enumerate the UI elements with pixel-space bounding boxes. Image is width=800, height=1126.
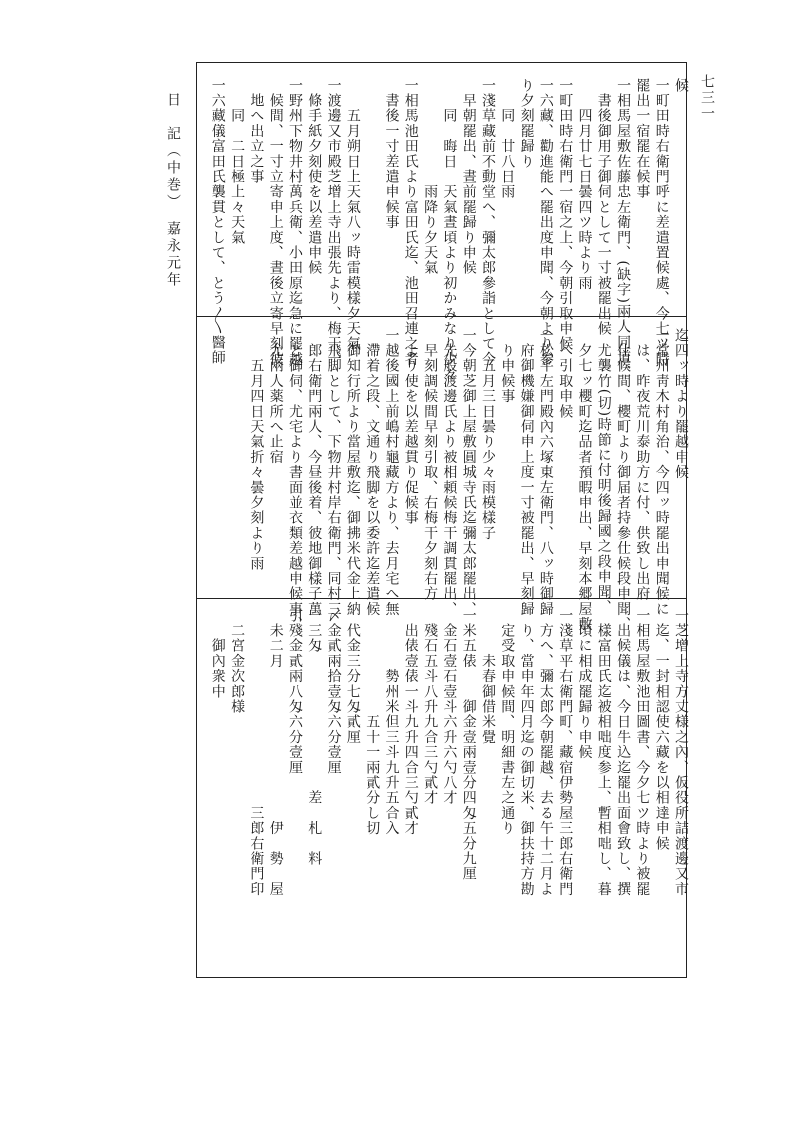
text-column: 一相馬池田氏より富田氏迄、池田召連之者: [402, 78, 419, 367]
ledger-column: 三郎右衛門印: [248, 608, 265, 897]
text-column: 定受取申候間、明細書左之通り: [499, 608, 516, 836]
text-column: は、昨夜荒川泰助方に付、供致し出府: [634, 328, 651, 602]
ledger-column: 未二月 伊 勢 屋: [267, 608, 284, 897]
text-column: 五月三日曇り少々雨模樣子: [480, 328, 496, 541]
text-column: 未春御借米覺: [480, 608, 496, 745]
ledger-column: 御內衆中: [209, 608, 226, 700]
text-column: 一野州下物井村萬兵衛、小田原迄急に罷越: [287, 78, 303, 367]
running-title: 日 記（中巻） 嘉永元年: [165, 92, 181, 289]
text-column: 早朝罷出、晝前罷歸り申候: [460, 78, 477, 276]
text-column: 一町田時右衛門呼に差遣置候處、今七ツ時: [653, 78, 670, 367]
text-column: 書後一寸差遣申候事: [383, 78, 400, 230]
text-column: 地へ出立之事: [248, 78, 265, 185]
ledger-column: 殘石五斗八升九合三勺貳才: [422, 608, 439, 806]
text-column: 罷出一宿罷在候事: [634, 78, 651, 200]
text-column: 先般渡邊氏より被相頼候梅干調貫罷出、: [441, 328, 458, 617]
text-column: 一今朝芝御上屋敷圓城寺氏迄彌太郎罷出、: [460, 328, 477, 617]
text-column: 同 晦日 天氣晝頃より初かみなり少々: [441, 78, 458, 382]
text-column: 候間、一寸立寄申上度、晝後立寄早刻彼: [267, 78, 284, 367]
text-column: 滯着之段、文通り飛脚を以委許迄差遣候: [364, 328, 381, 617]
ledger-column: 金石壹石壹斗六升六勺八才: [441, 608, 458, 806]
text-column: 一六藏儀富田氏襲貫として、とう〳〵醫師: [209, 78, 226, 366]
text-column: 一淺草藏前不動堂へ、彌太郎參詣として今: [480, 78, 496, 367]
text-column: 一淺草平右衛門町、藏宿伊勢屋三郎右衛門: [557, 608, 574, 897]
text-column: 尤兩人薬所へ止宿: [267, 328, 284, 465]
text-column: 四月廿七日曇四ツ時より雨: [576, 78, 593, 291]
text-column: より使を以差越貫り促候事: [402, 328, 419, 526]
ledger-column: 一三匁 差 札 料: [306, 608, 323, 867]
ledger-column: 五十一兩貳分し切: [364, 608, 381, 836]
text-column: 條手紙夕刻使を以差遣申候: [306, 78, 323, 276]
text-column: 夕七ッ櫻町迄品者預暇申出、早刻本郷屋敷: [576, 328, 593, 632]
ledger-column: 〆金貳兩拾壹匁六分壹厘: [325, 608, 342, 776]
ledger-column: 引殘金貳兩八匁六分壹厘: [287, 608, 303, 776]
text-column: へ引取申候: [557, 328, 574, 420]
text-column: 一相馬屋敷池田圖書、今夕七ツ時より被罷: [634, 608, 651, 897]
text-column: 一六藏、勸進能へ罷出度申聞、今朝より参: [537, 78, 554, 367]
text-column: 雨降り夕天氣: [422, 78, 439, 276]
text-column: 候: [673, 78, 689, 94]
text-column: 書後御用子御伺として一寸被罷出候: [595, 78, 612, 337]
text-column: 迄四ッ時より罷越申候: [673, 328, 689, 480]
text-column: 同 二日極上々天氣: [229, 78, 246, 246]
text-column: 同 廿八日雨: [499, 78, 516, 200]
text-column: 早刻調候間早刻引取、右梅干夕刻右方: [422, 328, 439, 602]
ledger-column: 出俵壹俵一斗九升四合三勺貳才: [402, 608, 419, 836]
text-column: 飛脚として、下物井村岸右衛門、同村三: [325, 328, 342, 617]
text-column: 五月四日天氣折々曇夕刻より雨: [248, 328, 265, 572]
text-column: 五月朔日上天氣八ッ時雷模樣夕天氣: [344, 78, 361, 352]
text-column: 一芝增上寺方丈様之內、仮役所詰渡邊又市: [673, 608, 689, 897]
text-column: 仕候間、櫻町より御届者持參仕候段申聞、: [615, 328, 632, 632]
text-column: り夕刻罷歸り: [518, 78, 535, 170]
ledger-column: 代金三分七匁貳厘: [344, 608, 361, 745]
text-column: 一渡邊又市殿芝增上寺出張先より、梅干一: [325, 78, 342, 367]
text-column: 郎右衛門兩人、今昼後着、彼地御樣子萬: [306, 328, 323, 617]
text-column: と御伺、尤宅より書面並衣類差越申候事、: [287, 328, 303, 632]
text-column: り申候事: [499, 328, 516, 404]
ledger-column: 勢州米但三斗九升五合入: [383, 608, 400, 836]
text-column: 一町田時右衛門一宿之上、今朝引取申候: [557, 78, 574, 352]
text-column: 出候儀は、今日牛込迄罷出面會致し、撰: [615, 608, 632, 897]
text-column: 尤襲竹(切)時節に付明後歸國之段申聞、: [595, 328, 612, 615]
ledger-column: 一米五俵 御金壹兩壹分四匁五分九厘: [460, 608, 477, 882]
text-column: 府御機嫌御伺申上度一寸被罷出、早刻歸: [518, 328, 535, 617]
page-number: 七三一: [699, 74, 715, 122]
text-column: 御知行所より當屋敷迄、御拂米代金上納: [344, 328, 361, 617]
text-column: 頃に相成罷歸り申候: [576, 608, 593, 760]
text-column: 迄、一封相認使六藏を以相達申候: [653, 608, 670, 852]
text-column: 樣富田氏迄被相咄度参上、暫相咄し、暮: [595, 608, 612, 897]
text-column: り、當申年四月迄の御切米、御扶持方勘: [518, 608, 535, 897]
text-column: 一常州靑木村角治、今四ッ時罷出申聞候に: [653, 328, 670, 617]
text-column: 方へ、彌太郎今朝罷越、去る午十二月よ: [537, 608, 554, 897]
text-column: 一相馬屋敷佐藤忠左衛門、(缺字)兩人同道、: [615, 78, 632, 381]
ledger-column: 二宮金次郎様: [229, 608, 246, 715]
text-column: 一松平左門殿內六塚東左衛門、八ッ時御歸: [537, 328, 554, 617]
text-column: 一越後國上前嶋村龜藏方より、去月宅へ無: [383, 328, 400, 617]
